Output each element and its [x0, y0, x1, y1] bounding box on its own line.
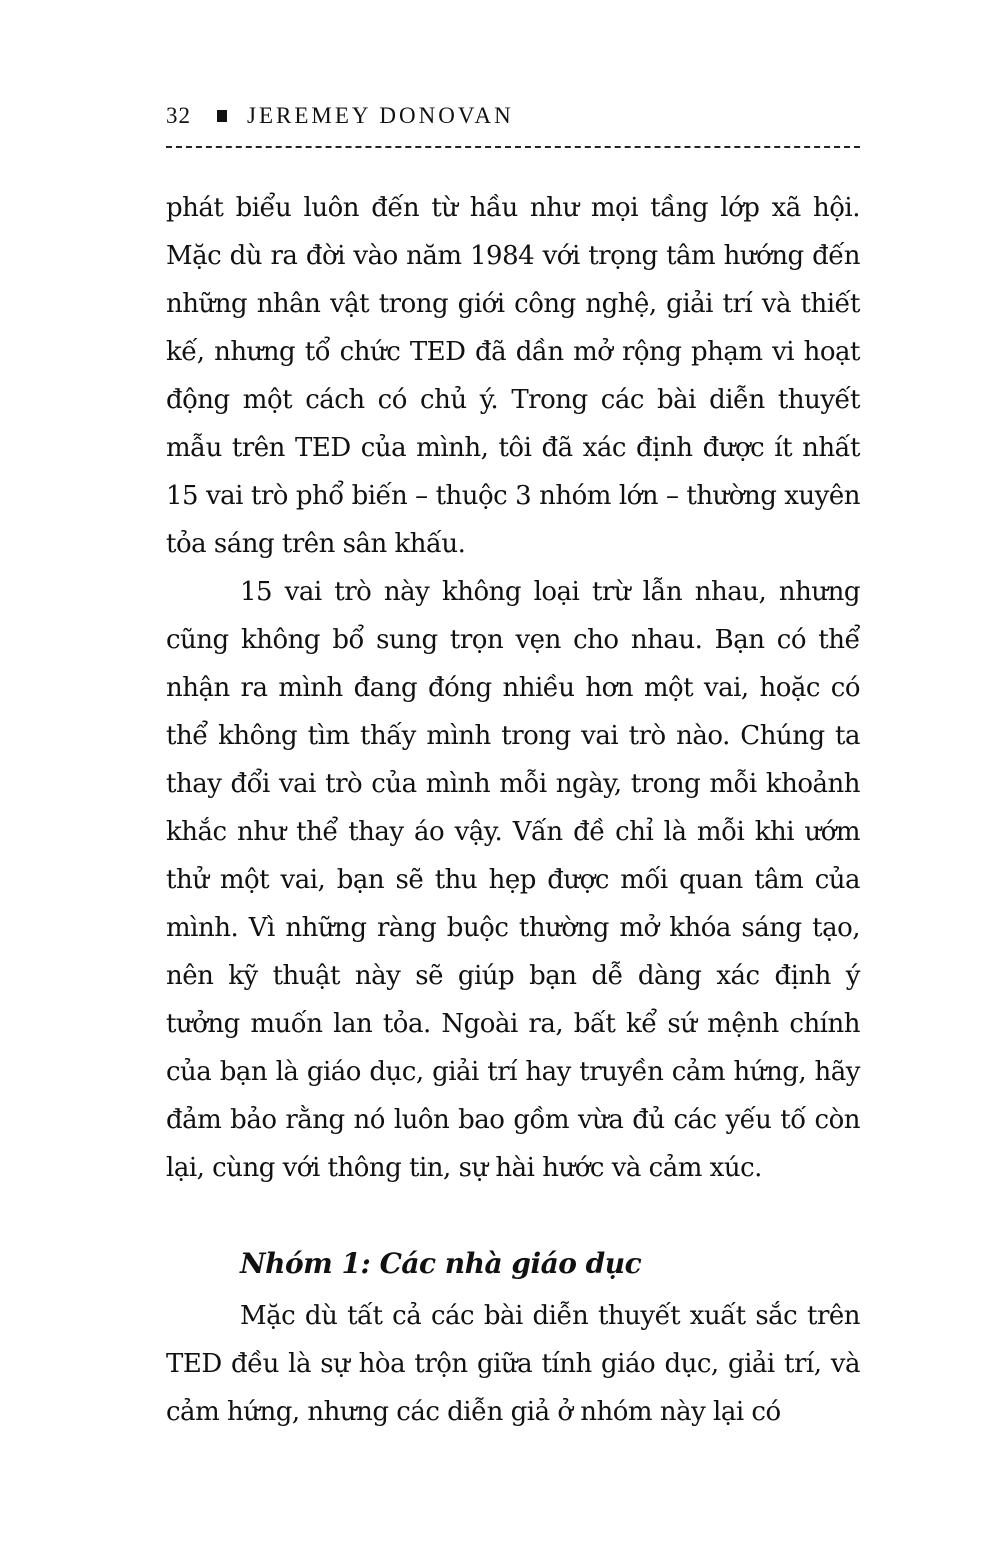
body-text	[166, 184, 860, 1436]
section-heading: Nhóm 1: Các nhà giáo dục	[240, 1247, 642, 1280]
paragraph: 15 vai trò này không loại trừ lẫn nhau, nhưng cũng không bổ sung trọn vẹn cho nhau. Bạn có thể nhận ra mình đang đóng nhiều hơn một vai, hoặc có thể không tìm thấy mình trong vai trò nào. Chúng ta thay đổi vai trò của mình mỗi ngày, trong mỗi khoảnh khắc như thể thay áo vậy. Vấn đề chỉ là mỗi khi ướm thử một vai, bạn sẽ thu hẹp được mối quan tâm của mình. Vì những ràng buộc thường mở khóa sáng tạo, nên kỹ thuật này sẽ giúp bạn dễ dàng xác định ý tưởng muốn lan tỏa. Ngoài ra, bất kể sứ mệnh chính của bạn là giáo dục, giải trí hay truyền cảm hứng, hãy đảm bảo rằng nó luôn bao gồm vừa đủ các yếu tố còn lại, cùng với thông tin, sự hài hước và cảm xúc.	[166, 577, 860, 1183]
section-paragraph: Mặc dù tất cả các bài diễn thuyết xuất sắc trên TED đều là sự hòa trộn giữa tính giáo dục, giải trí, và cảm hứng, nhưng các diễn giả ở nhóm này lại có	[166, 1301, 860, 1427]
header-dashed-rule	[166, 146, 860, 148]
running-header	[166, 96, 866, 136]
square-bullet-icon	[217, 110, 227, 122]
author-name: JEREMEY DONOVAN	[247, 103, 514, 128]
paragraph-continued: phát biểu luôn đến từ hầu như mọi tầng lớp xã hội. Mặc dù ra đời vào năm 1984 với trọng tâm hướng đến những nhân vật trong giới công nghệ, giải trí và thiết kế, nhưng tổ chức TED đã dần mở rộng phạm vi hoạt động một cách có chủ ý. Trong các bài diễn thuyết mẫu trên TED của mình, tôi đã xác định được ít nhất 15 vai trò phổ biến – thuộc 3 nhóm lớn – thường xuyên tỏa sáng trên sân khấu.	[166, 193, 860, 559]
page-number: 32	[166, 103, 191, 128]
